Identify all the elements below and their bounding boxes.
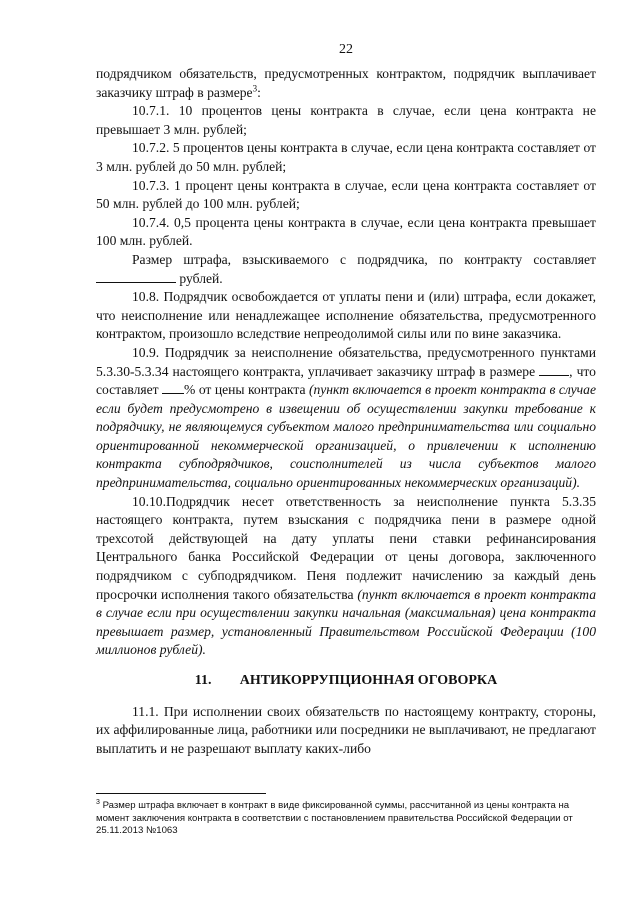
footnote-reference: 3 [252, 83, 258, 94]
fine-size-blank[interactable] [539, 363, 569, 376]
clause-10-7-2: 10.7.2. 5 процентов цены контракта в случае, если цена контракта составляет от 3 млн. рублей до 50 млн. рублей; [96, 140, 596, 174]
paragraph-intro: подрядчиком обязательств, предусмотренных контрактом, подрядчик выплачивает заказчику штраф в размере$^3$: [96, 66, 596, 100]
section-number: 11. [194, 673, 212, 688]
footnote-text: Размер штрафа включает в контракт в виде фиксированной суммы, рассчитанной из цены контракта на момент заключения контракта в соответствии с постановлением правительства Российской Федерации от 25.11.2013 №1063 [96, 800, 573, 836]
section-heading [96, 672, 596, 691]
fine-amount-paragraph: Размер штрафа, взыскиваемого с подрядчика, по контракту составляет рублей. [96, 251, 596, 288]
fine-amount-blank[interactable] [96, 270, 176, 283]
clause-10-7-3: 10.7.3. 1 процент цены контракта в случае, если цена контракта составляет от 50 млн. рублей до 100 млн. рублей; [96, 177, 596, 212]
footnote-marker: 3 [96, 798, 100, 806]
clause-10-10-note: (пункт включается в проект контракта в случае если при осуществлении закупки начальная (максимальная) цена контракта превышает размер, установленный Правительством Российской Федерации (100 миллионов рублей). [96, 586, 596, 658]
clause-10-7-4: 10.7.4. 0,5 процента цены контракта в случае, если цена контракта превышает 100 млн. рублей. [96, 214, 596, 249]
clause-10-7-1: 10.7.1. 10 процентов цены контракта в случае, если цена контракта не превышает 3 млн. рублей; [96, 103, 596, 137]
clause-11-1: 11.1. При исполнении своих обязательств по настоящему контракту, стороны, их аффилированные лица, работники или посредники не выплачивают, не предлагают выплатить и не разрешают выплату каких-либо [96, 703, 596, 756]
section-title: АНТИКОРРУПЦИОННАЯ ОГОВОРКА [239, 673, 498, 688]
clause-10-9: 10.9. Подрядчик за неисполнение обязательства, предусмотренного пунктами 5.3.30-5.3.34 настоящего контракта, уплачивает заказчику штраф в размере , что составляет % от цены контракта (пункт включается в проект контракта в случае если будет предусмотрено в извещении об осуществлении закупки требование к подрядчику, не являющемуся субъектом малого предпринимательства или социально ориентированной некоммерческой организацией, о привлечении к исполнению контракта субподрядчиков, соисполнителей из числа субъектов малого предпринимательства, социально ориентированных некоммерческих организаций). [96, 344, 596, 491]
clause-10-8: 10.8. Подрядчик освобождается от уплаты пени и (или) штрафа, если докажет, что неисполнение или ненадлежащее исполнение обязательства, предусмотренного контрактом, произошло вследствие непреодолимой силы или по вине заказчика. [96, 289, 596, 342]
document-body [96, 65, 596, 758]
clause-10-10: 10.10.Подрядчик несет ответственность за неисполнение пункта 5.3.35 настоящего контракта, путем взыскания с подрядчика пени в размере одной трехсотой действующей на дату уплаты пени ставки рефинансирования Центрального банка Российской Федерации от цены договора, заключенного подрядчиком с субподрядчиком. Пеня подлежит начислению за каждый день просрочки исполнения такого обязательства (пункт включается в проект контракта в случае если при осуществлении закупки начальная (максимальная) цена контракта превышает размер, установленный Правительством Российской Федерации (100 миллионов рублей). [96, 493, 596, 658]
page-number: 22 [339, 42, 353, 57]
percent-blank[interactable] [162, 381, 184, 394]
clause-10-9-note: (пункт включается в проект контракта в случае если будет предусмотрено в извещении об осуществлении закупки требование к подрядчику, не являющемуся субъектом малого предпринимательства или социально ориентированной некоммерческой организацией, о привлечении к исполнению контракта субподрядчиков, соисполнителей из числа субъектов малого предпринимательства, социально ориентированных некоммерческих организаций). [96, 382, 596, 491]
footnote-divider [96, 793, 266, 794]
footnote [96, 800, 596, 838]
